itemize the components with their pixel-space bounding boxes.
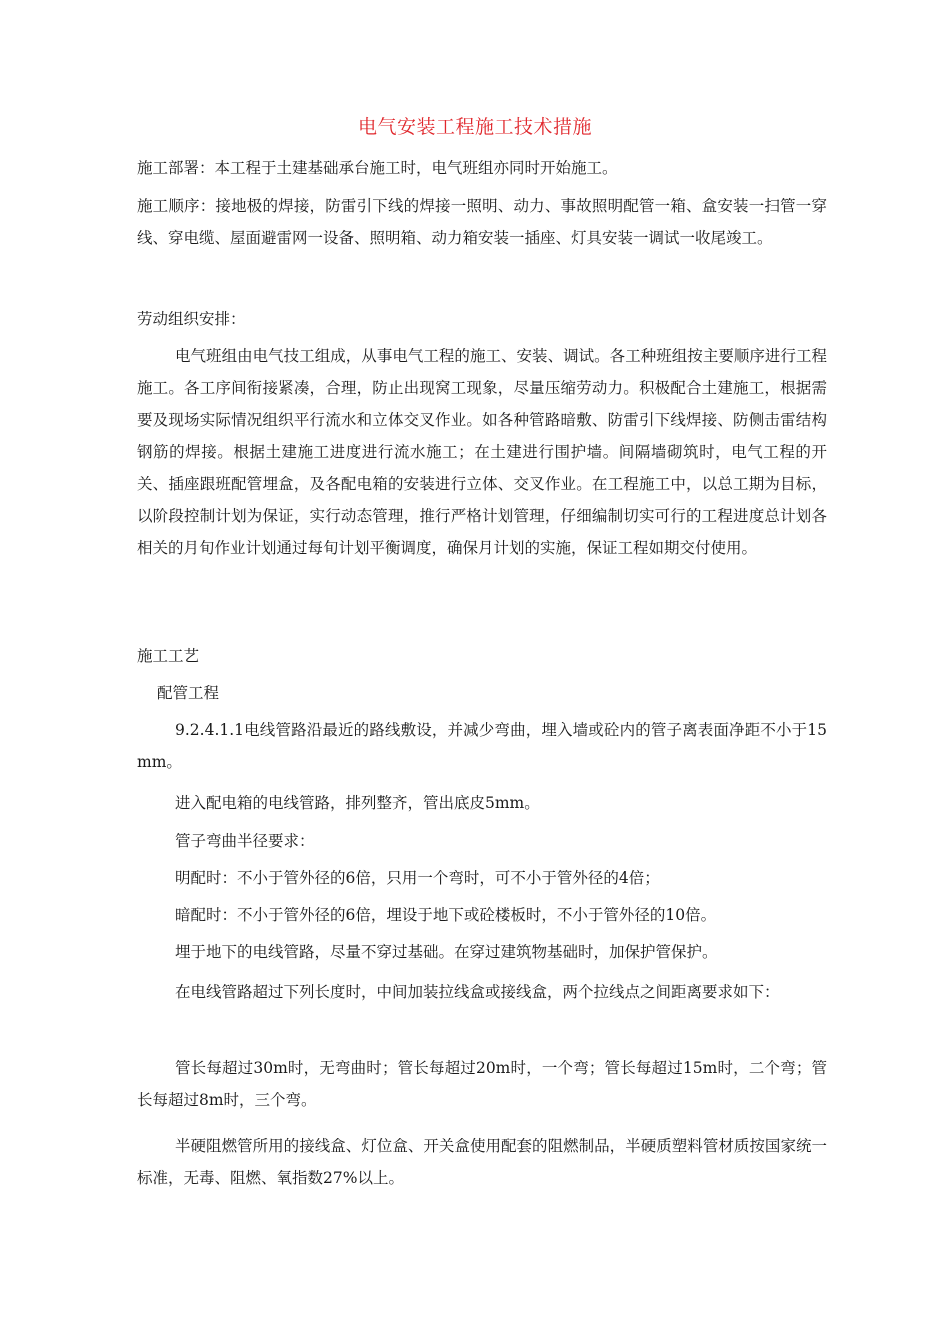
- paragraph-exposed: 明配时：不小于管外径的6倍，只用一个弯时，可不小于管外径的4倍；: [175, 869, 660, 887]
- heading-labor: 劳动组织安排：: [137, 310, 246, 328]
- heading-piping: 配管工程: [157, 684, 220, 702]
- paragraph-labor: 电气班组由电气技工组成，从事电气工程的施工、安装、调试。各工种班组按主要顺序进行工程施工。各工序间衔接紧凑，合理，防止出现窝工现象，尽量压缩劳动力。积极配合土建施工，根据需要及现场实际情况组织平行流水和立体交叉作业。如各种管路暗敷、防雷引下线焊接、防侧击雷结构钢筋的焊接。根据土建施工进度进行流水施工；在土建进行围护墙。间隔墙砌筑时，电气工程的开关、插座跟班配管埋盒，及各配电箱的安装进行立体、交叉作业。在工程施工中，以总工期为目标，以阶段控制计划为保证，实行动态管理，推行严格计划管理，仔细编制切实可行的工程进度总计划各相关的月旬作业计划通过每旬计划平衡调度，确保月计划的实施，保证工程如期交付使用。: [137, 347, 827, 557]
- paragraph-concealed: 暗配时：不小于管外径的6倍，埋设于地下或砼楼板时，不小于管外径的10倍。: [175, 906, 717, 924]
- heading-bend-radius: 管子弯曲半径要求：: [175, 832, 315, 850]
- paragraph-lengths: 管长每超过30m时，无弯曲时；管长每超过20m时，一个弯；管长每超过15m时，二个弯；管长每超过8m时，三个弯。: [137, 1059, 827, 1109]
- paragraph-deployment: 施工部署：本工程于土建基础承台施工时，电气班组亦同时开始施工。: [137, 159, 618, 177]
- paragraph-pull-box: 在电线管路超过下列长度时，中间加装拉线盒或接线盒，两个拉线点之间距离要求如下：: [175, 983, 780, 1001]
- heading-process: 施工工艺: [137, 647, 200, 665]
- paragraph-pvc: 半硬阻燃管所用的接线盒、灯位盒、开关盒使用配套的阻燃制品，半硬质塑料管材质按国家统一标准，无毒、阻燃、氧指数27%以上。: [137, 1137, 827, 1187]
- paragraph-underground: 埋于地下的电线管路，尽量不穿过基础。在穿过建筑物基础时，加保护管保护。: [175, 943, 718, 961]
- paragraph-distribution-box: 进入配电箱的电线管路，排列整齐，管出底皮5mm。: [175, 794, 540, 812]
- paragraph-sequence: 施工顺序：接地极的焊接，防雷引下线的焊接一照明、动力、事故照明配管一箱、盒安装一扫管一穿线、穿电缆、屋面避雷网一设备、照明箱、动力箱安装一插座、灯具安装一调试一收尾竣工。: [137, 197, 827, 247]
- paragraph-9241: 9.2.4.1.1电线管路沿最近的路线敷设，并减少弯曲，埋入墙或砼内的管子离表面净距不小于15 mm。: [137, 721, 827, 771]
- document-title: 电气安装工程施工技术措施: [357, 116, 592, 138]
